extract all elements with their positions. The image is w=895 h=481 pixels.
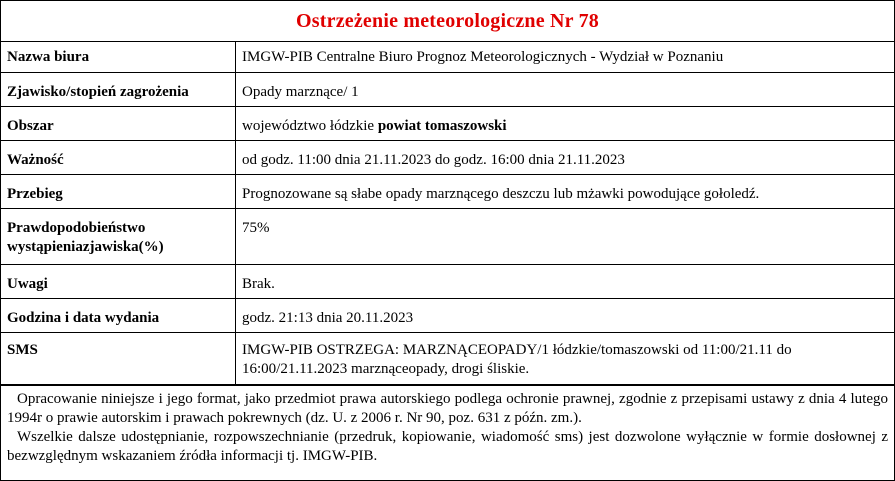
row-label: Nazwa biura [1,42,236,72]
table-row [1,106,894,140]
row-value: od godz. 11:00 dnia 21.11.2023 do godz. 16:00 dnia 21.11.2023 [236,140,895,174]
row-value: 75% [236,208,895,264]
warning-title: Ostrzeżenie meteorologiczne Nr 78 [1,1,894,42]
table-row [1,264,894,298]
row-label: Ważność [1,140,236,174]
table-row [1,140,894,174]
row-value: Brak. [236,264,895,298]
row-label: Zjawisko/stopień zagrożenia [1,72,236,106]
row-label: Przebieg [1,174,236,208]
table-row [1,72,894,106]
warning-table [1,42,894,385]
area-voivodeship: województwo łódzkie [242,117,375,134]
table-row [1,174,894,208]
copyright-note [1,385,894,466]
row-value: godz. 21:13 dnia 20.11.2023 [236,298,895,332]
copyright-paragraph: Opracowanie niniejsze i jego format, jako przedmiot prawa autorskiego podlega ochronie prawnej, zgodnie z przepisami ustawy z dnia 4 lutego 1994r o prawie autorskim i prawach pokrewnych (dz. U. z 2006 r. Nr 90, poz. 631 z późn. zm.). [7,390,888,426]
table-row [1,42,894,72]
row-value: Opady marznące/ 1 [236,72,895,106]
table-row [1,298,894,332]
row-label: SMS [1,332,236,384]
redistribution-paragraph: Wszelkie dalsze udostępnianie, rozpowszechnianie (przedruk, kopiowanie, wiadomość sms) jest dozwolone wyłącznie w formie dosłownej z bezwzględnym wskazaniem źródła informacji tj. IMGW-PIB. [7,428,888,464]
area-county: powiat tomaszowski [377,117,507,134]
row-label: Uwagi [1,264,236,298]
row-label: Prawdopodobieństwo wystąpieniazjawiska(%) [1,208,236,264]
row-label: Obszar [1,106,236,140]
row-value: Prognozowane są słabe opady marznącego deszczu lub mżawki powodujące gołoledź. [236,174,895,208]
row-value [236,106,895,140]
table-row [1,332,894,384]
row-value: IMGW-PIB Centralne Biuro Prognoz Meteorologicznych - Wydział w Poznaniu [236,42,895,72]
row-label: Godzina i data wydania [1,298,236,332]
table-row [1,208,894,264]
row-value: IMGW-PIB OSTRZEGA: MARZNĄCEOPADY/1 łódzkie/tomaszowski od 11:00/21.11 do 16:00/21.11.2023 marznąceopady, drogi śliskie. [236,332,895,384]
